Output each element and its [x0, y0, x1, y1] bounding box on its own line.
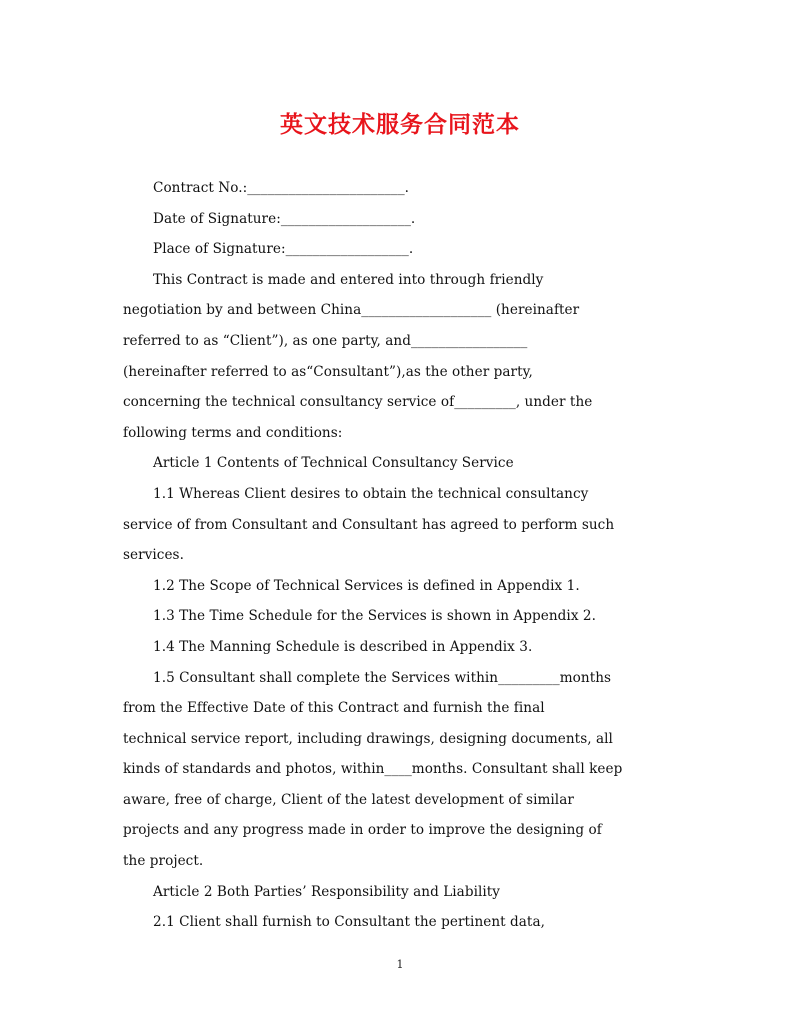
clause-line: technical service report, including drawings, designing documents, all — [123, 730, 613, 747]
clause-line: 1.4 The Manning Schedule is described in Appendix 3. — [153, 638, 533, 655]
clause-line: aware, free of charge, Client of the latest development of similar — [123, 791, 574, 808]
clause-line: 1.2 The Scope of Technical Services is defined in Appendix 1. — [153, 577, 580, 594]
clause-line: kinds of standards and photos, within____months. Consultant shall keep — [123, 761, 623, 778]
clause-line: 1.1 Whereas Client desires to obtain the technical consultancy — [153, 485, 589, 502]
clause-line: 1.3 The Time Schedule for the Services is shown in Appendix 2. — [153, 608, 596, 625]
date-of-signature-line: Date of Signature:___________________. — [153, 210, 416, 227]
paragraph-line: following terms and conditions: — [123, 424, 343, 441]
clause-line: service of from Consultant and Consultant has agreed to perform such — [123, 516, 615, 533]
document-body — [123, 176, 683, 941]
clause-line: 2.1 Client shall furnish to Consultant the pertinent data, — [153, 914, 545, 931]
contract-number-line: Contract No.:_______________________. — [153, 180, 410, 196]
article-heading: Article 1 Contents of Technical Consultancy Service — [153, 455, 514, 472]
page-number: 1 — [396, 958, 404, 971]
paragraph-line: This Contract is made and entered into through friendly — [153, 271, 544, 288]
paragraph-line: negotiation by and between China___________________ (hereinafter — [123, 302, 580, 319]
clause-line: from the Effective Date of this Contract and furnish the final — [123, 700, 545, 717]
clause-line: the project. — [123, 853, 204, 870]
article-heading: Article 2 Both Parties’ Responsibility and Liability — [153, 883, 501, 900]
clause-line: projects and any progress made in order to improve the designing of — [123, 822, 602, 839]
clause-line: services. — [123, 547, 184, 564]
place-of-signature-line: Place of Signature:__________________. — [153, 241, 414, 258]
paragraph-line: concerning the technical consultancy service of_________, under the — [123, 394, 593, 411]
document-title: 英文技术服务合同范本 — [280, 111, 520, 138]
paragraph-line: referred to as “Client”), as one party, and_________________ — [123, 332, 528, 349]
paragraph-line: (hereinafter referred to as“Consultant”),as the other party, — [123, 363, 533, 380]
clause-line: 1.5 Consultant shall complete the Services within_________months — [153, 669, 612, 686]
